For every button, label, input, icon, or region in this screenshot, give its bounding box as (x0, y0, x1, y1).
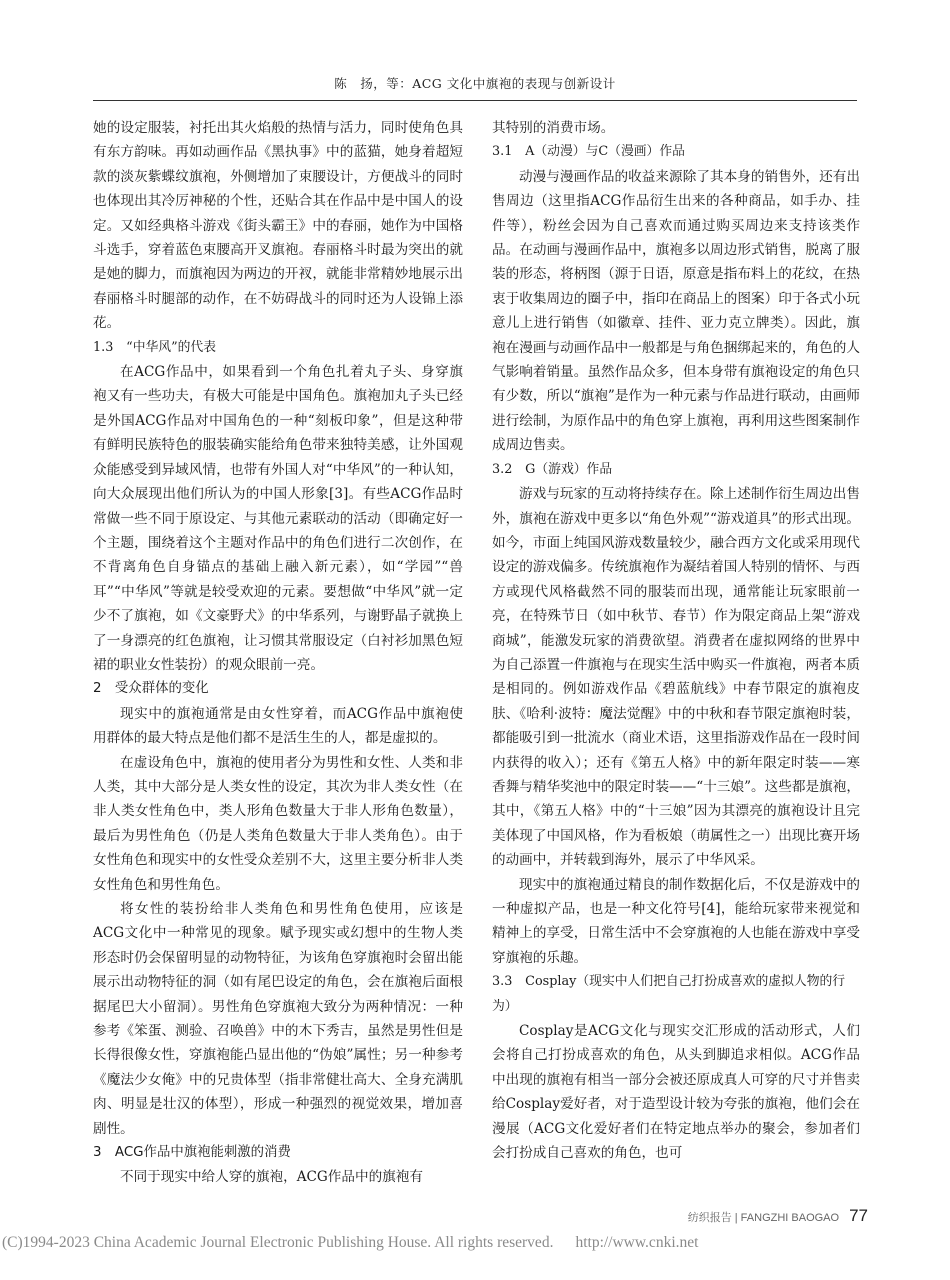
header-rule (93, 100, 857, 101)
paragraph: Cosplay是ACG文化与现实交汇形成的活动形式，人们会将自己打扮成喜欢的角色，从头到脚追求相似。ACG作品中出现的旗袍有相当一部分会被还原成真人可穿的尺寸并售卖给Cosplay爱好者，对于造型设计较为夸张的旗袍，他们会在漫展（ACG文化爱好者们在特定地点举办的聚会，参加者们会打扮成自己喜欢的角色，也可 (492, 1023, 860, 1162)
paragraph: 现实中的旗袍通常是由女性穿着，而ACG作品中旗袍使用群体的最大特点是他们都不是活生生的人，都是虚拟的。 (93, 705, 463, 747)
paragraph: 在ACG作品中，如果看到一个角色扎着丸子头、身穿旗袍又有一些功夫，有极大可能是中国角色。旗袍加丸子头已经是外国ACG作品对中国角色的一种“刻板印象”，但是这种带有鲜明民族特色的服装确实能给角色带来独特美感，让外国观众能感受到异域风情，也带有外国人对“中华风”的一种认知，向大众展现出他们所认为的中国人形象[3]。有些ACG作品时常做一些不同于原设定、与其他元素联动的活动（即确定好一个主题，围绕着这个主题对作品中的角色们进行二次创作，在不背离角色自身锚点的基础上融入新元素），如“学园”“兽耳”“中华风”等就是较受欢迎的元素。要想做“中华风”就一定少不了旗袍，如《文豪野犬》的中华系列，与谢野晶子就换上了一身漂亮的红色旗袍，让习惯其常服设定（白衬衫加黑色短裙的职业女性装扮）的观众眼前一亮。 (93, 364, 463, 673)
subsection-heading: 3.2 G（游戏）作品 (492, 461, 613, 477)
running-header: 陈 扬，等：ACG 文化中旗袍的表现与创新设计 (334, 76, 616, 91)
page-footer (688, 1206, 868, 1226)
subsection-heading: 3.1 A（动漫）与C（漫画）作品 (492, 144, 685, 160)
left-column (93, 116, 463, 1190)
right-column (492, 116, 860, 1165)
paragraph: 其特别的消费市场。 (492, 120, 615, 136)
paragraph: 将女性的装扮给非人类角色和男性角色使用，应该是ACG文化中一种常见的现象。赋予现实或幻想中的生物人类形态时仍会保留明显的动物特征，为该角色穿旗袍时会留出能展示出动物特征的洞（如有尾巴设定的角色，会在旗袍后面根据尾巴大小留洞）。男性角色穿旗袍大致分为两种情况：一种参考《笨蛋、测验、召唤兽》中的木下秀吉，虽然是男性但是长得很像女性，穿旗袍能凸显出他的“伪娘”属性；另一种参考《魔法少女俺》中的兄贵体型（指非常健壮高大、全身充满肌肉、明显是壮汉的体型），形成一种强烈的视觉效果，增加喜剧性。 (93, 901, 463, 1137)
journal-name: 纺织报告 | FANGZHI BAOGAO (687, 1212, 840, 1224)
page-number: 77 (849, 1206, 868, 1225)
section-heading: 2 受众群体的变化 (93, 681, 209, 697)
subsection-heading: 1.3 “中华风”的代表 (93, 339, 217, 355)
paragraph: 不同于现实中给人穿的旗袍，ACG作品中的旗袍有 (120, 1169, 423, 1186)
paragraph: 她的设定服装，衬托出其火焰般的热情与活力，同时使角色具有东方韵味。再如动画作品《黑执事》中的蓝猫，她身着超短款的淡灰紫蝶纹旗袍，外侧增加了束腰设计，方便战斗的同时也体现出其冷厉神秘的个性，还贴合其在作品中是中国人的设定。又如经典格斗游戏《街头霸王》中的春丽，她作为中国格斗选手，穿着蓝色束腰高开叉旗袍。春丽格斗时最为突出的就是她的脚力，而旗袍因为两边的开衩，就能非常精妙地展示出春丽格斗时腿部的动作，在不妨碍战斗的同时还为人设锦上添花。 (93, 120, 463, 332)
section-heading: 3 ACG作品中旗袍能刺激的消费 (93, 1145, 291, 1161)
paragraph: 动漫与漫画作品的收益来源除了其本身的销售外，还有出售周边（这里指ACG作品衍生出来的各种商品，如手办、挂件等），粉丝会因为自己喜欢而通过购买周边来支持该类作品。在动画与漫画作品中，旗袍多以周边形式销售，脱离了服装的形态，将柄图（源于日语，原意是指布料上的花纹，在热衷于收集周边的圈子中，指印在商品上的图案）印于各式小玩意儿上进行销售（如徽章、挂件、亚力克立牌类）。因此，旗袍在漫画与动画作品中一般都是与角色捆绑起来的，角色的人气影响着销量。虽然作品众多，但本身带有旗袍设定的角色只有少数，所以“旗袍”是作为一种元素与作品进行联动，由画师进行绘制，为原作品中的角色穿上旗袍，再利用这些图案制作成周边售卖。 (492, 168, 860, 454)
paragraph: 在虚设角色中，旗袍的使用者分为男性和女性、人类和非人类，其中大部分是人类女性的设定，其次为非人类女性（在非人类女性角色中，类人形角色数量大于非人形角色数量），最后为男性角色（仍是人类角色数量大于非人类角色）。由于女性角色和现实中的女性受众差别不大，这里主要分析非人类女性角色和男性角色。 (93, 754, 463, 893)
paragraph: 游戏与玩家的互动将持续存在。除上述制作衍生周边出售外，旗袍在游戏中更多以“角色外观”“游戏道具”的形式出现。如今，市面上纯国风游戏数量较少，融合西方文化或采用现代设定的游戏偏多。传统旗袍作为凝结着国人特别的情怀、与西方或现代风格截然不同的服装而出现，通常能让玩家眼前一亮，在特殊节日（如中秋节、春节）作为限定商品上架“游戏商城”，能激发玩家的消费欲望。消费者在虚拟网络的世界中为自己添置一件旗袍与在现实生活中购买一件旗袍，两者本质是相同的。例如游戏作品《碧蓝航线》中春节限定的旗袍皮肤、《哈利·波特：魔法觉醒》中的中秋和春节限定旗袍时装，都能吸引到一批流水（商业术语，这里指游戏作品在一段时间内获得的收入）；还有《第五人格》中的新年限定时装——寒香舞与精华奖池中的限定时装——“十三娘”。这些都是旗袍，其中，《第五人格》中的“十三娘”因为其漂亮的旗袍设计且完美体现了中国风格，作为看板娘（萌属性之一）出现比赛开场的动画中，并转载到海外，展示了中华风采。 (492, 486, 860, 869)
cnki-url: http://www.cnki.net (575, 1234, 699, 1251)
copyright-text: (C)1994-2023 China Academic Journal Electronic Publishing House. All rights reserved. (2, 1234, 554, 1251)
paragraph: 现实中的旗袍通过精良的制作数据化后，不仅是游戏中的一种虚拟产品，也是一种文化符号[4]，能给玩家带来视觉和精神上的享受，日常生活中不会穿旗袍的人也能在游戏中享受穿旗袍的乐趣。 (492, 876, 860, 966)
subsection-heading: 3.3 Cosplay（现实中人们把自己打扮成喜欢的虚拟人物的行为） (492, 974, 846, 1014)
copyright-watermark (2, 1234, 950, 1252)
